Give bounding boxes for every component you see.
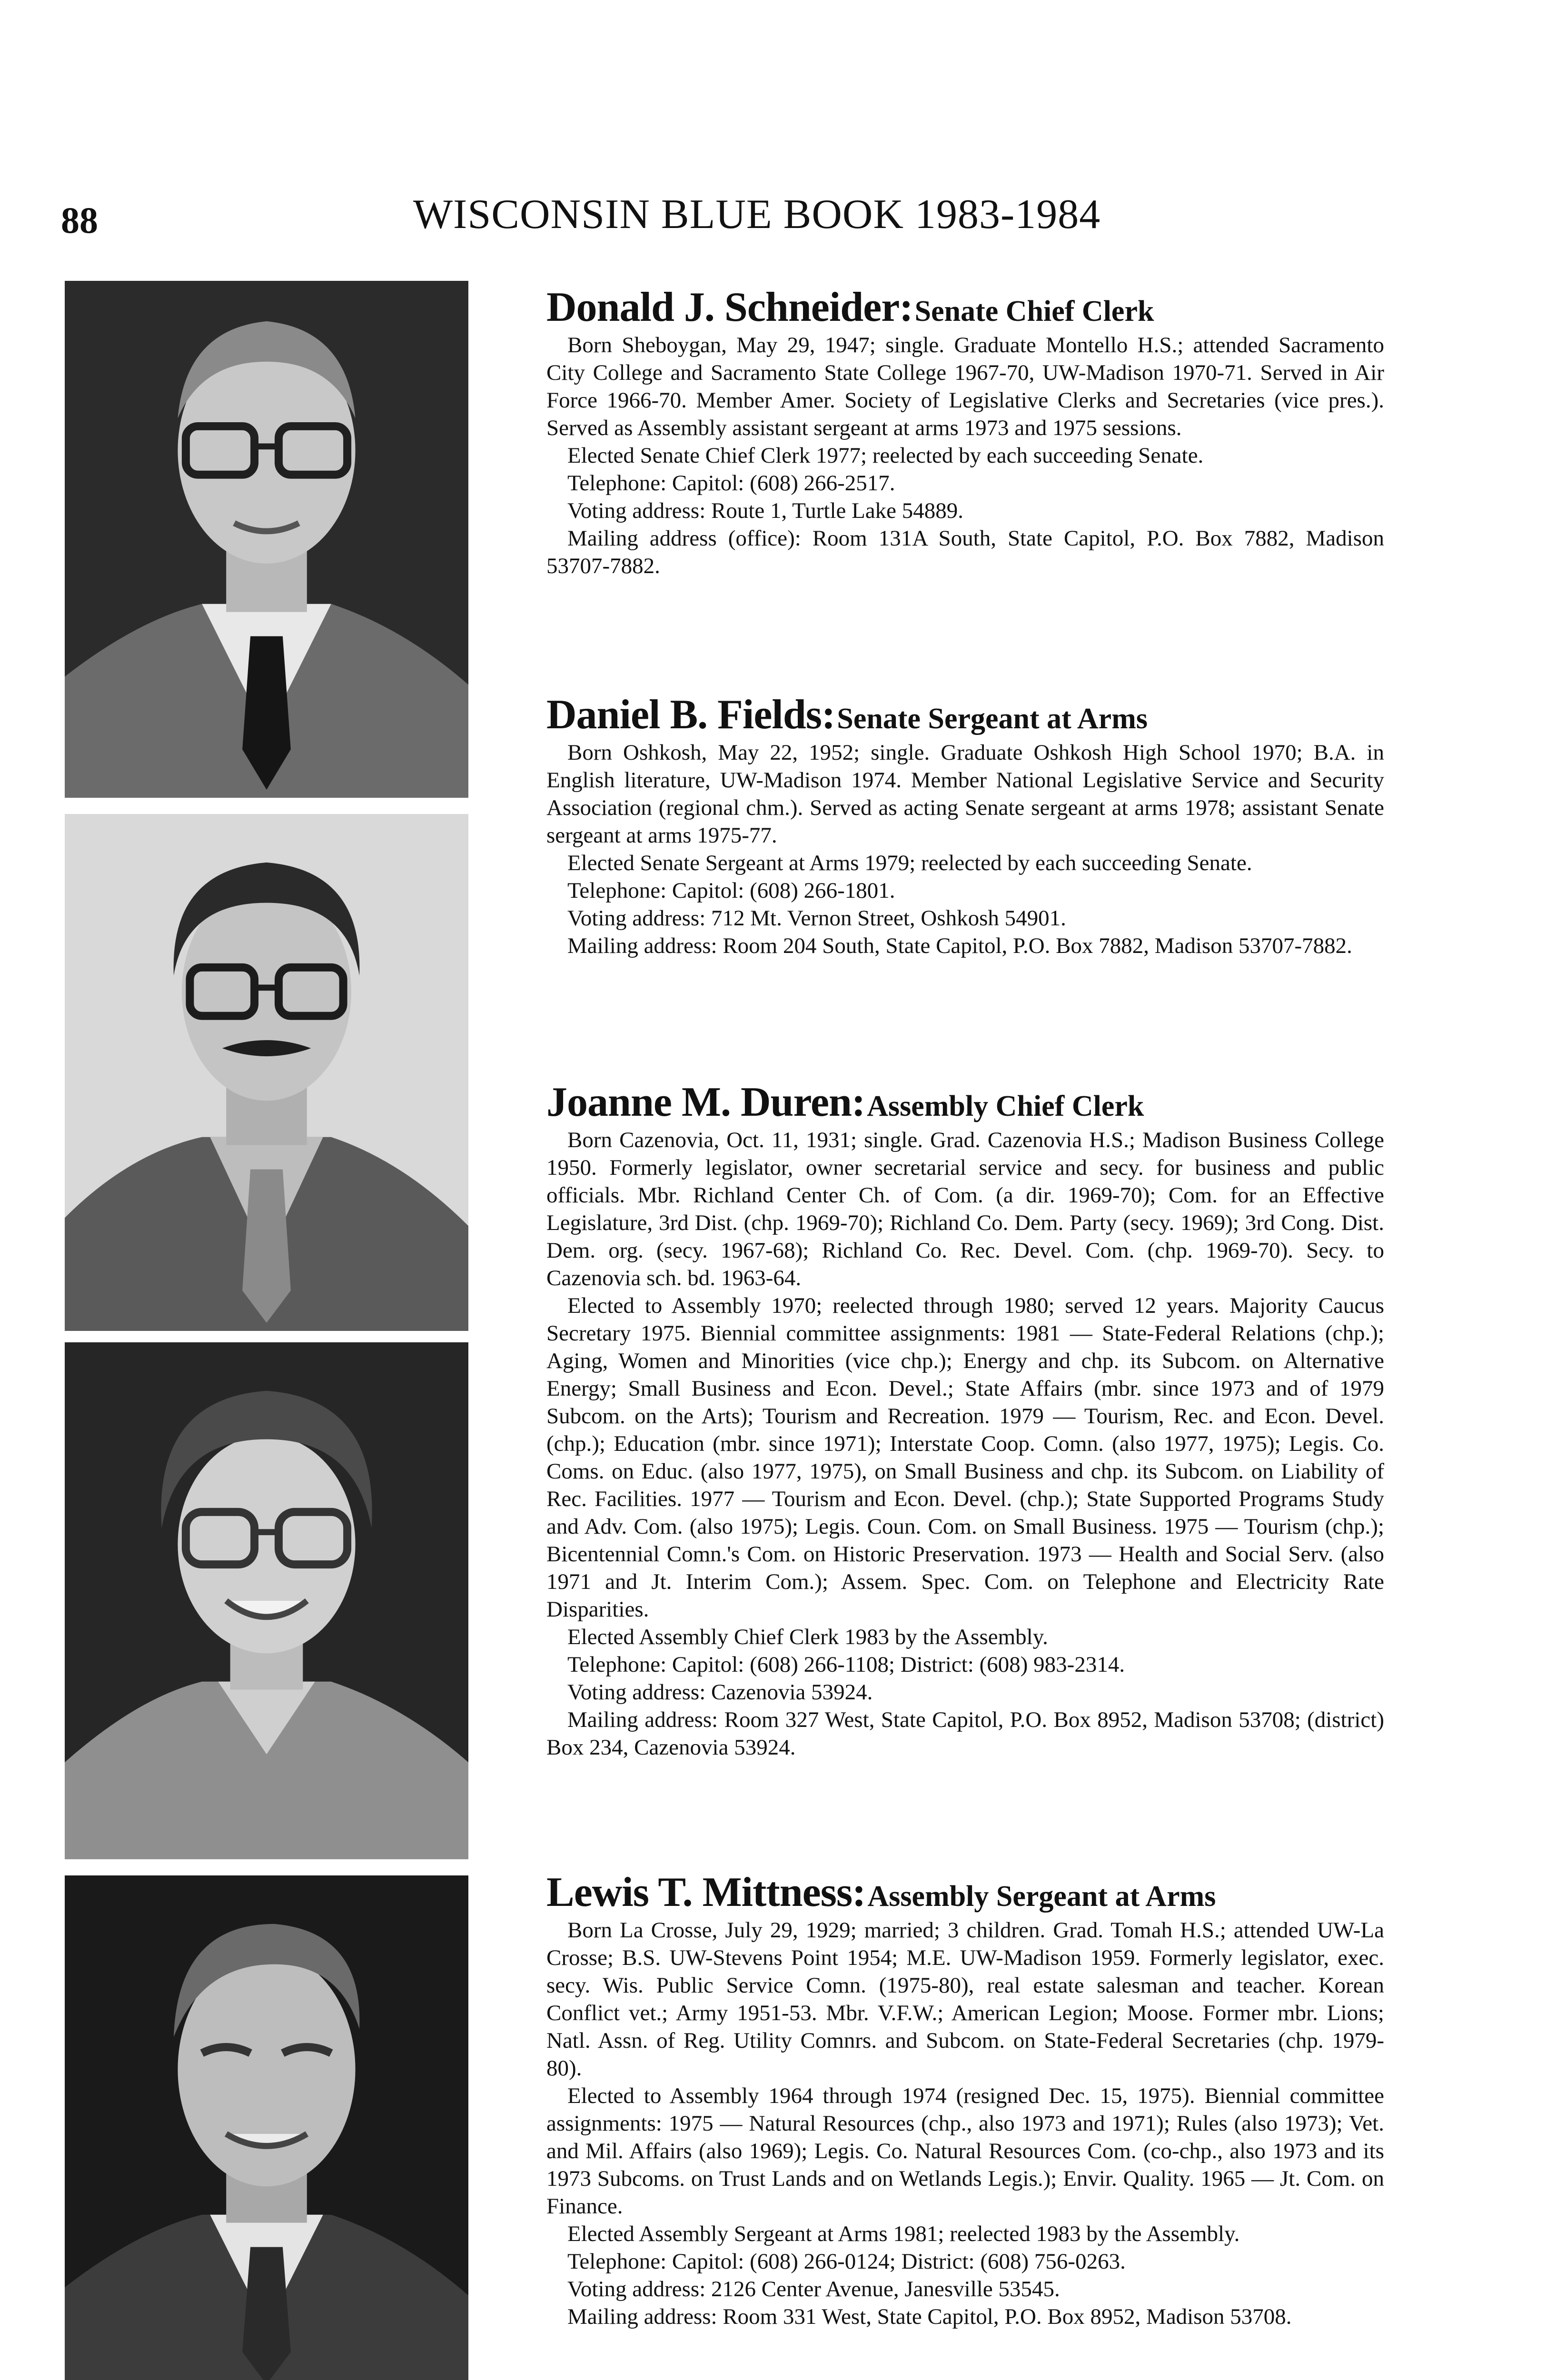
bio-paragraph: Telephone: Capitol: (608) 266-2517. xyxy=(567,471,895,496)
portrait-photo-mittness xyxy=(65,1875,468,2380)
bio-paragraph: Mailing address: Room 204 South, State Capitol, P.O. Box 7882, Madison 53707-7882. xyxy=(567,933,1352,959)
portrait-photo-fields xyxy=(65,814,468,1331)
portrait-photo-schneider xyxy=(65,281,468,798)
bio-paragraph: Telephone: Capitol: (608) 266-1108; District: (608) 983-2314. xyxy=(567,1652,1125,1677)
officer-name: Joanne M. Duren: xyxy=(546,1079,865,1125)
page-number: 88 xyxy=(61,199,98,241)
portrait-photo-duren xyxy=(65,1342,468,1859)
bio-paragraph: Mailing address: Room 327 West, State Capitol, P.O. Box 8952, Madison 53708; (district) Box 234, Cazenovia 53924. xyxy=(546,1707,1384,1760)
bio-paragraph: Mailing address (office): Room 131A South, State Capitol, P.O. Box 7882, Madison 53707-7882. xyxy=(546,526,1384,579)
bio-paragraph: Born Oshkosh, May 22, 1952; single. Graduate Oshkosh High School 1970; B.A. in English literature, UW-Madison 1974. Member National Legislative Service and Security Association (regional chm.). Served as acting Senate sergeant at arms 1978; assistant Senate sergeant at arms 1975-77. xyxy=(546,740,1384,848)
bio-mittness xyxy=(546,1871,1384,2330)
bio-paragraph: Elected to Assembly 1970; reelected through 1980; served 12 years. Majority Caucus Secretary 1975. Biennial committee assignments: 1981 — State-Federal Relations (chp.); Aging, Women and Minorities (vice chp.); Energy and chp. its Subcom. on Alternative Energy; Small Business and Econ. Devel.; State Affairs (mbr. since 1973 and of 1979 Subcom. on the Arts); Tourism and Recreation. 1979 — Tourism, Rec. and Econ. Devel. (chp.); Education (mbr. since 1971); Interstate Coop. Comn. (also 1977, 1975); Legis. Co. Coms. on Educ. (also 1977, 1975), on Small Business and chp. its Subcom. on Liability of Rec. Facilities. 1977 — Tourism and Econ. Devel. (chp.); State Supported Programs Study and Adv. Com. (also 1975); Legis. Coun. Com. on Small Business. 1975 — Tourism (chp.); Bicentennial Comn.'s Com. on Historic Preservation. 1973 — Health and Social Serv. (also 1971 and Jt. Interim Com.); Assem. Spec. Com. on Telephone and Electricity Rate Disparities. xyxy=(546,1293,1384,1622)
bio-paragraph: Born Sheboygan, May 29, 1947; single. Graduate Montello H.S.; attended Sacramento City College and Sacramento State College 1967-70, UW-Madison 1970-71. Served in Air Force 1966-70. Member Amer. Society of Legislative Clerks and Secretaries (vice pres.). Served as Assembly assistant sergeant at arms 1973 and 1975 sessions. xyxy=(546,333,1384,441)
bio-paragraph: Elected Senate Sergeant at Arms 1979; reelected by each succeeding Senate. xyxy=(567,851,1252,876)
bio-schneider xyxy=(546,286,1384,580)
bio-paragraph: Voting address: 2126 Center Avenue, Janesville 53545. xyxy=(567,2277,1060,2302)
officer-name: Lewis T. Mittness: xyxy=(546,1869,866,1915)
bio-paragraph: Mailing address: Room 331 West, State Capitol, P.O. Box 8952, Madison 53708. xyxy=(567,2304,1292,2330)
bio-heading xyxy=(546,1081,1384,1124)
bio-paragraph: Voting address: Route 1, Turtle Lake 54889. xyxy=(567,498,964,524)
bio-heading xyxy=(546,286,1384,329)
bio-paragraph: Voting address: 712 Mt. Vernon Street, Oshkosh 54901. xyxy=(567,906,1066,931)
bio-heading xyxy=(546,693,1384,737)
bio-paragraph: Elected to Assembly 1964 through 1974 (resigned Dec. 15, 1975). Biennial committee assignments: 1975 — Natural Resources (chp., also 1973 and 1971); Rules (also 1973); Vet. and Mil. Affairs (also 1969); Legis. Co. Natural Resources Com. (co-chp., also 1973 and its 1973 Subcoms. on Trust Lands and on Wetlands Legis.); Envir. Quality. 1965 — Jt. Com. on Finance. xyxy=(546,2083,1384,2219)
bio-paragraph: Born Cazenovia, Oct. 11, 1931; single. Grad. Cazenovia H.S.; Madison Business College 1950. Formerly legislator, owner secretarial service and secy. for business and public officials. Mbr. Richland Center Ch. of Com. (a dir. 1969-70); Com. for an Effective Legislature, 3rd Dist. (chp. 1969-70); Richland Co. Dem. Party (secy. 1969); 3rd Cong. Dist. Dem. org. (secy. 1967-68); Richland Co. Rec. Devel. Com. (chp. 1969-70). Secy. to Cazenovia sch. bd. 1963-64. xyxy=(546,1128,1384,1291)
bio-fields xyxy=(546,693,1384,960)
running-head: WISCONSIN BLUE BOOK 1983-1984 xyxy=(413,191,1101,238)
bio-heading xyxy=(546,1871,1384,1914)
bio-paragraph: Born La Crosse, July 29, 1929; married; 3 children. Grad. Tomah H.S.; attended UW-La Crosse; B.S. UW-Stevens Point 1954; M.E. UW-Madison 1959. Formerly legislator, exec. secy. Wis. Public Service Comn. (1975-80), real estate salesman and teacher. Korean Conflict vet.; Army 1951-53. Mbr. V.F.W.; American Legion; Moose. Former mbr. Lions; Natl. Assn. of Reg. Utility Comnrs. and Subcom. on State-Federal Secretaries (chp. 1979-80). xyxy=(546,1918,1384,2081)
officer-title: Assembly Chief Clerk xyxy=(867,1090,1144,1122)
officer-name: Daniel B. Fields: xyxy=(546,692,835,738)
bio-paragraph: Elected Assembly Chief Clerk 1983 by the Assembly. xyxy=(567,1625,1048,1650)
bio-paragraph: Telephone: Capitol: (608) 266-1801. xyxy=(567,878,895,903)
officer-title: Assembly Sergeant at Arms xyxy=(867,1880,1216,1913)
bio-duren xyxy=(546,1081,1384,1761)
bio-paragraph: Voting address: Cazenovia 53924. xyxy=(567,1680,873,1705)
officer-title: Senate Chief Clerk xyxy=(914,295,1154,327)
bio-paragraph: Elected Assembly Sergeant at Arms 1981; reelected 1983 by the Assembly. xyxy=(567,2221,1240,2247)
officer-name: Donald J. Schneider: xyxy=(546,284,913,330)
officer-title: Senate Sergeant at Arms xyxy=(837,703,1148,735)
bio-paragraph: Telephone: Capitol: (608) 266-0124; District: (608) 756-0263. xyxy=(567,2249,1126,2274)
bio-paragraph: Elected Senate Chief Clerk 1977; reelected by each succeeding Senate. xyxy=(567,443,1204,468)
